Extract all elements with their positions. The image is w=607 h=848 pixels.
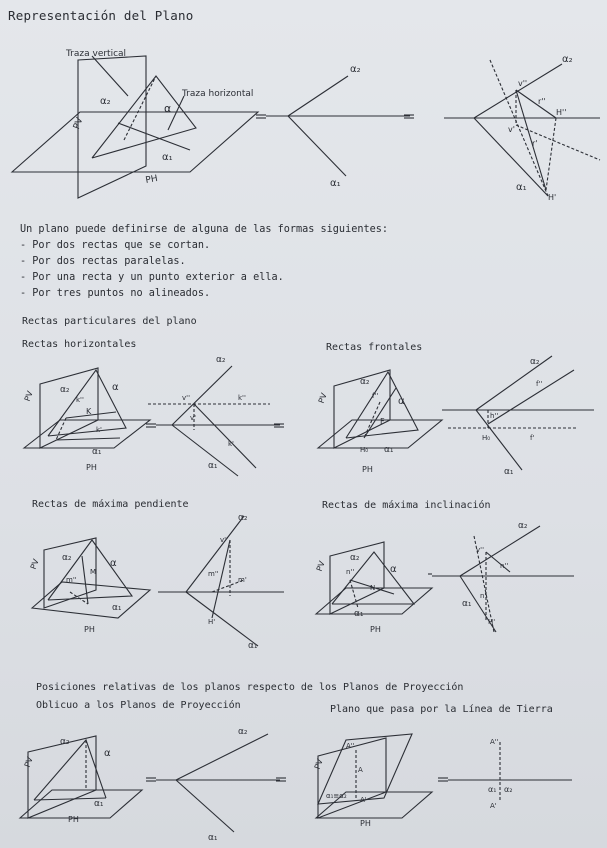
- intro-heading: Un plano puede definirse de alguna de las formas siguientes:: [20, 224, 389, 235]
- label-H1: H': [548, 193, 557, 202]
- label-ph: PH: [360, 819, 371, 828]
- label-f2: f'': [372, 392, 379, 400]
- trace-alpha2: [172, 366, 232, 425]
- intro-item: - Por una recta y un punto exterior a ella.: [20, 272, 284, 283]
- label-A1: A': [490, 802, 497, 810]
- figure-max-inclinacion-dihedral: [428, 521, 574, 632]
- label-alpha: α: [398, 396, 405, 407]
- label-alpha1: α₁: [208, 833, 218, 843]
- label-alpha: α: [164, 102, 172, 115]
- alpha-plane: [346, 372, 418, 438]
- label-alpha2: α₂: [60, 737, 70, 747]
- label-v2: v'': [518, 79, 528, 88]
- label-ph: PH: [370, 625, 381, 634]
- label-alpha1: α₁: [112, 603, 122, 613]
- label-alpha1: α₁: [94, 799, 104, 809]
- figure-max-inclinacion-3d: [315, 542, 432, 634]
- label-K: K: [86, 407, 92, 416]
- line-f: [364, 388, 396, 438]
- label-alpha2: α₂: [504, 785, 513, 794]
- figure-max-pendiente-dihedral: [158, 513, 284, 651]
- subheading-frontales: Rectas frontales: [326, 342, 423, 353]
- label-pv: PV: [28, 557, 41, 571]
- trace-alpha1: [172, 425, 238, 476]
- label-alpha: α: [104, 748, 111, 759]
- label-alpha1: α₁: [92, 447, 102, 457]
- label-alpha2: α₂: [350, 553, 360, 563]
- line-k-proj: [56, 438, 120, 440]
- trace-alpha2: [186, 516, 244, 592]
- figure-lt-dihedral: [438, 738, 572, 810]
- trace-alpha2: [288, 76, 348, 116]
- intro-item: - Por dos rectas que se cortan.: [20, 240, 211, 251]
- pv-plane: [78, 56, 146, 198]
- label-alpha1: α₁: [384, 445, 394, 455]
- label-pv: PV: [72, 116, 86, 131]
- figure-oblicuo-dihedral: [146, 727, 286, 843]
- line-m: [82, 556, 88, 604]
- label-pv: PV: [314, 559, 327, 573]
- label-alpha1: α₁: [248, 641, 258, 651]
- figure-horizontales-dihedral: [146, 355, 284, 476]
- label-k1: k': [228, 440, 234, 448]
- figure-frontales-dihedral: [442, 356, 594, 477]
- label-alpha2: α₂: [216, 355, 226, 365]
- label-v2: v'': [476, 546, 484, 554]
- trace-alpha1: [186, 592, 258, 646]
- line-m2: [212, 540, 230, 618]
- hidden-edge: [124, 76, 156, 140]
- label-alpha2: α₂: [530, 357, 540, 367]
- label-alpha2: α₂: [350, 64, 361, 75]
- label-alpha2: α₂: [562, 54, 573, 65]
- label-alpha-lt: α₁≡α₂: [326, 792, 347, 800]
- label-alpha1: α₁: [516, 182, 527, 193]
- label-A2: A'': [346, 742, 355, 750]
- figure-lt-3d: [313, 734, 432, 828]
- ph-plane: [24, 420, 150, 448]
- label-alpha1: α₁: [488, 785, 497, 794]
- alpha-plane: [92, 76, 196, 158]
- label-pv: PV: [22, 389, 35, 403]
- label-A1: A': [360, 796, 367, 804]
- label-alpha: α: [390, 564, 397, 575]
- label-alpha2: α₂: [60, 385, 70, 395]
- label-alpha1: α₁: [462, 599, 472, 609]
- label-alpha: α: [112, 382, 119, 393]
- trace-alpha1: [288, 116, 346, 176]
- label-r2: r'': [538, 97, 546, 106]
- subheading-horizontales: Rectas horizontales: [22, 339, 137, 350]
- label-H1: H': [208, 618, 216, 626]
- line-k1: [194, 404, 256, 468]
- line-r2: [516, 90, 556, 118]
- label-alpha: α: [110, 558, 117, 569]
- label-v1: v': [190, 414, 197, 422]
- subheading-linea-tierra: Plano que pasa por la Línea de Tierra: [330, 704, 553, 715]
- label-N: N: [370, 584, 376, 592]
- label-alpha2: α₂: [100, 96, 111, 107]
- label-m2: m'': [208, 570, 219, 578]
- label-n2: n'': [500, 562, 509, 570]
- label-alpha1: α₁: [208, 461, 218, 471]
- figure-plane-3d: [12, 49, 258, 198]
- label-alpha2: α₂: [360, 377, 370, 387]
- pv-plane: [318, 738, 386, 818]
- pv-plane: [44, 538, 96, 608]
- label-alpha1: α₁: [354, 609, 364, 619]
- label-k2: k'': [238, 394, 246, 402]
- trace-alpha1: [176, 780, 234, 832]
- label-pv: PV: [312, 757, 325, 771]
- label-ph: PH: [68, 815, 79, 824]
- trace-line: [118, 123, 190, 150]
- intro-item: - Por tres puntos no alineados.: [20, 288, 211, 299]
- page-title: Representación del Plano: [8, 8, 194, 23]
- label-ph: PH: [84, 625, 95, 634]
- label-H0: H₀: [482, 434, 491, 442]
- label-traza-vertical: Traza vertical: [66, 49, 127, 59]
- label-k2: k'': [76, 396, 84, 404]
- label-M: M: [90, 568, 97, 576]
- pointer-line: [92, 56, 128, 96]
- label-ph: PH: [144, 173, 159, 186]
- label-ph: PH: [86, 463, 97, 472]
- label-m2: m'': [66, 576, 77, 584]
- subheading-max-pendiente: Rectas de máxima pendiente: [32, 499, 189, 510]
- label-H0: H₀: [360, 446, 369, 454]
- label-n1: n': [480, 592, 487, 600]
- label-k1: k': [96, 426, 102, 434]
- ph-plane: [12, 112, 258, 172]
- line-f2: [488, 370, 574, 424]
- label-alpha1: α₁: [504, 467, 514, 477]
- subheading-max-inclinacion: Rectas de máxima inclinación: [322, 500, 491, 511]
- label-F: F: [380, 417, 385, 426]
- figure-oblicuo-3d: [20, 736, 142, 824]
- trace-alpha2: [176, 734, 268, 780]
- label-alpha2: α₂: [62, 553, 72, 563]
- label-v1: v': [508, 125, 515, 134]
- section-heading: Rectas particulares del plano: [22, 316, 197, 327]
- label-alpha1: α₁: [162, 152, 173, 163]
- label-m1: m': [238, 576, 247, 584]
- figure-dihedral-traces: [256, 64, 414, 189]
- figure-horizontales-3d: [23, 368, 150, 472]
- alpha-plane: [332, 552, 414, 604]
- intro-item: - Por dos rectas paralelas.: [20, 256, 186, 267]
- alpha-plane: [34, 740, 106, 800]
- label-traza-horizontal: Traza horizontal: [182, 89, 254, 99]
- label-alpha2: α₂: [518, 521, 528, 531]
- projection-line: [546, 118, 556, 190]
- label-H2: H'': [556, 108, 567, 117]
- label-v2: v'': [182, 394, 190, 402]
- label-pv: PV: [22, 755, 35, 769]
- label-alpha2: α₂: [238, 513, 248, 523]
- label-pv: PV: [316, 391, 329, 405]
- label-n2: n'': [346, 568, 355, 576]
- subheading-oblicuo: Oblicuo a los Planos de Proyección: [36, 700, 241, 711]
- label-A: A: [358, 766, 363, 774]
- label-A2: A'': [490, 738, 499, 746]
- section-heading: Posiciones relativas de los planos respecto de los Planos de Proyección: [36, 682, 464, 693]
- label-f1: f': [530, 434, 535, 442]
- label-H1: H': [488, 618, 496, 626]
- label-ph: PH: [362, 465, 373, 474]
- alpha-plane: [48, 370, 126, 436]
- label-v2: v'': [220, 536, 228, 544]
- label-h2: h'': [490, 412, 499, 420]
- label-alpha2: α₂: [238, 727, 248, 737]
- figure-frontales-3d: [317, 370, 442, 474]
- figure-max-pendiente-3d: [29, 538, 150, 634]
- label-r1: r': [532, 139, 538, 148]
- figure-dihedral-lines: [444, 54, 600, 202]
- label-alpha1: α₁: [330, 178, 341, 189]
- label-f2: f'': [536, 380, 543, 388]
